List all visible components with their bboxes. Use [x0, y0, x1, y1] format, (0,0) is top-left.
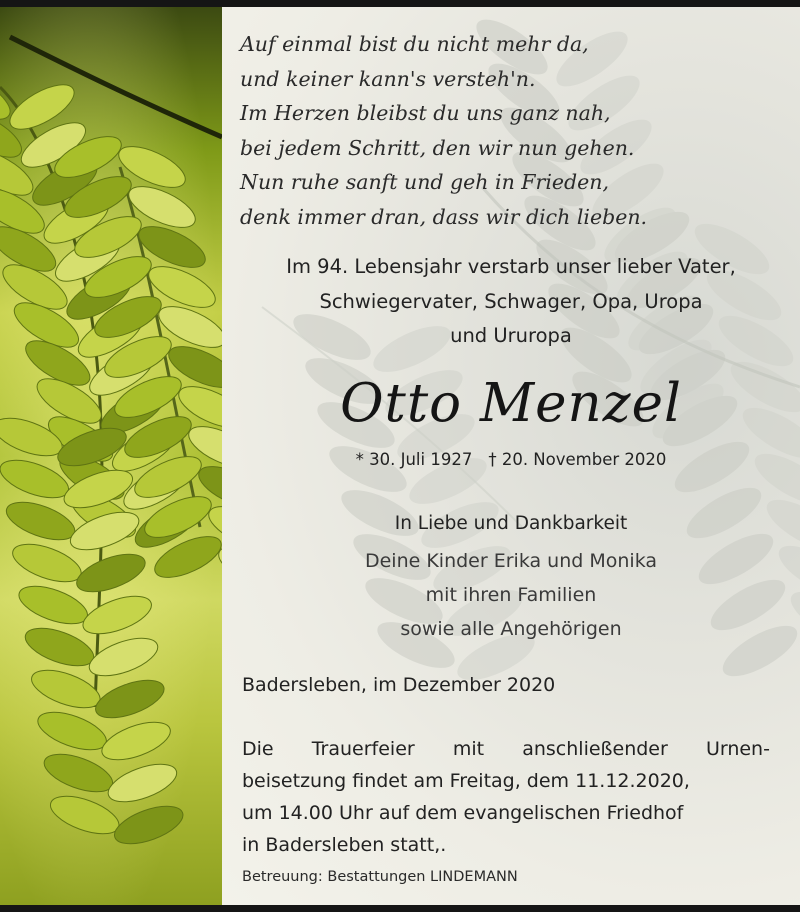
- place-and-date: Badersleben, im Dezember 2020: [242, 674, 556, 696]
- notice-text: [222, 7, 800, 905]
- mourner-line: Deine Kinder Erika und Monika: [364, 550, 658, 572]
- funeral-word: Die: [242, 738, 274, 760]
- dedication-line: In Liebe und Dankbarkeit: [394, 513, 628, 534]
- bottom-border: [0, 905, 800, 912]
- announcement-line: Schwiegervater, Schwager, Opa, Uropa: [319, 289, 703, 313]
- funeral-details: [242, 733, 770, 861]
- funeral-word: Urnen-: [705, 738, 770, 760]
- announcement-line: Im 94. Lebensjahr verstarb unser lieber Vater,: [286, 255, 736, 278]
- poem-line: Nun ruhe sanft und geh in Frieden,: [240, 170, 609, 194]
- funeral-line: um 14.00 Uhr auf dem evangelischen Friedhof: [242, 802, 684, 824]
- top-border: [0, 0, 800, 7]
- funeral-word: anschließender: [522, 738, 668, 760]
- poem-line: denk immer dran, dass wir dich lieben.: [240, 204, 648, 229]
- funeral-word: Trauerfeier: [311, 738, 415, 760]
- mourner-line: mit ihren Familien: [425, 584, 597, 606]
- funeral-line: in Badersleben statt,.: [242, 834, 447, 856]
- funeral-line: beisetzung findet am Freitag, dem 11.12.2020,: [242, 770, 690, 792]
- mourner-line: sowie alle Angehörigen: [400, 618, 622, 640]
- poem-line: und keiner kann's versteh'n.: [240, 66, 536, 91]
- poem: [240, 27, 780, 234]
- poem-line: bei jedem Schritt, den wir nun gehen.: [240, 135, 635, 160]
- birth-date: * 30. Juli 1927: [355, 450, 473, 469]
- leaf-photo-strip: [0, 7, 222, 905]
- acacia-leaves-image: [0, 7, 222, 905]
- death-date: † 20. November 2020: [488, 450, 667, 469]
- announcement-line: und Ururopa: [450, 324, 572, 347]
- funeral-line: [242, 733, 770, 765]
- funeral-word: mit: [452, 738, 485, 760]
- poem-line: Im Herzen bleibst du uns ganz nah,: [240, 101, 611, 125]
- deceased-name: Otto Menzel: [340, 373, 682, 434]
- poem-line: Auf einmal bist du nicht mehr da,: [240, 32, 589, 56]
- life-dates: [222, 447, 800, 473]
- mourners: [222, 544, 800, 646]
- death-announcement: [222, 250, 800, 354]
- funeral-home-credit: Betreuung: Bestattungen LINDEMANN: [242, 869, 518, 885]
